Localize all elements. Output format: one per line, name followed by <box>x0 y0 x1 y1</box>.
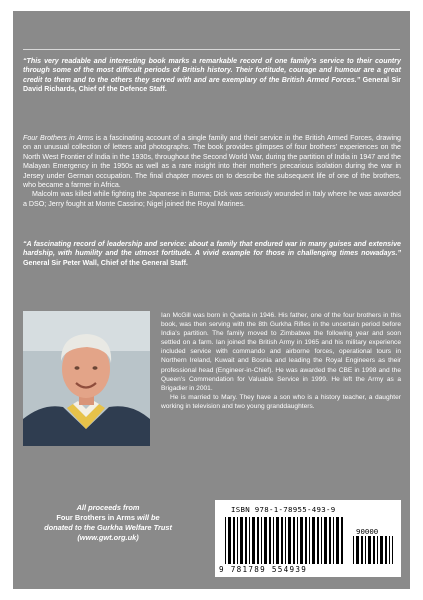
proceeds-line-one: All proceeds from <box>76 503 140 512</box>
barcode-bar <box>377 536 378 564</box>
synopsis-book-title: Four Brothers in Arms <box>23 134 94 142</box>
barcode-bar <box>309 517 310 564</box>
quote-two-attribution: General Sir Peter Wall, Chief of the General Staff. <box>23 258 188 267</box>
barcode-bar <box>237 517 238 564</box>
author-photo <box>23 311 150 446</box>
proceeds-line-four: (www.gwt.org.uk) <box>77 533 139 542</box>
barcode-bar <box>257 517 259 564</box>
barcode-bar <box>297 517 298 564</box>
barcode-bar <box>365 536 366 564</box>
isbn-label: ISBN 978-1-78955-493-9 <box>231 505 336 514</box>
quote-one-text: “This very readable and interesting book marks a remarkable record of one family’s service to their country through some of the most difficult periods of British history. Their fortitude, courage and humour are a great credit to them and to the others they served with and are exemplary of the British Armed Forces.” <box>23 57 401 84</box>
barcode-bar <box>385 536 387 564</box>
back-cover <box>13 11 410 589</box>
barcode-bar <box>240 517 243 564</box>
barcode-bar <box>389 536 390 564</box>
author-portrait-icon <box>23 311 150 446</box>
barcode-bar <box>324 517 327 564</box>
barcode-bar <box>249 517 250 564</box>
barcode-bar <box>273 517 274 564</box>
barcode-bar <box>356 536 359 564</box>
barcode-bar <box>288 517 291 564</box>
price-code: 90000 <box>356 527 379 536</box>
bio-paragraph-two: He is married to Mary. They have a son who is a history teacher, a daughter working in television and two young granddaughters. <box>161 393 401 410</box>
proceeds-line-three: donated to the Gurkha Welfare Trust <box>44 523 172 532</box>
endorsement-quote-one <box>23 57 401 95</box>
barcode-bar <box>281 517 283 564</box>
barcode-bar <box>361 536 363 564</box>
barcode-bar <box>269 517 271 564</box>
synopsis-paragraph-one-text: is a fascinating account of a single family and their service in the British Armed Forces, drawing on an unusual collection of letters and photographs. The book provides glimpses of four brothers’ experiences on the North West Frontier of India in the 1930s, throughout the Second World War, during the partition of India in 1947 and the Malayan Emergency in the 1950s as well as a rare insight into their mother’s precarious isolation during the war in Jersey under German occupation. The final chapter moves on to describe the subsequent life of one of the brothers, who became a farmer in Africa. <box>23 134 401 190</box>
proceeds-line-two <box>23 513 193 523</box>
author-biography <box>161 311 401 411</box>
endorsement-quote-two <box>23 240 401 268</box>
barcode-digits: 9 781789 554939 <box>219 565 308 574</box>
proceeds-line-two-rest: will be <box>134 513 160 522</box>
top-divider <box>23 49 400 50</box>
barcode-bar <box>228 517 231 564</box>
barcode-bar <box>336 517 339 564</box>
barcode-bar <box>380 536 383 564</box>
barcode-bar <box>341 517 343 564</box>
barcode-bar <box>317 517 319 564</box>
quote-one-attribution: General Sir David Richards, Chief of the Defence Staff. <box>23 75 401 94</box>
barcode-bar <box>329 517 331 564</box>
quote-two-text: “A fascinating record of leadership and service: about a family that endured war in many guises and extensive hardship, with humility and the utmost fortitude. A vivid example for those in challenging times nowadays.” <box>23 240 401 258</box>
bio-paragraph-one: Ian McGill was born in Quetta in 1946. His father, one of the four brothers in this book, was then serving with the 8th Gurkha Rifles in the uncertain period before India’s partition. The family moved to Zimbabwe the following year and soon settled on a farm. Ian joined the British Army in 1965 and his military experience included service with commando and airborne forces, operational tours in Northern Ireland, Kuwait and Bosnia and leading the Royal Engineers as their professional head (Engineer-in-Chief). He was awarded the CBE in 1998 and the Queen’s Commendation for Valuable Service in 1999. He left the Army as a Brigadier in 2001. <box>161 312 401 392</box>
synopsis-paragraph-one <box>23 134 401 190</box>
barcode-bar <box>321 517 322 564</box>
proceeds-book-title: Four Brothers in Arms <box>56 513 135 522</box>
barcode-addon-bars-icon <box>353 536 393 564</box>
barcode-bar <box>368 536 371 564</box>
isbn-barcode <box>215 500 401 577</box>
barcode-bar <box>300 517 303 564</box>
barcode-bar <box>373 536 375 564</box>
barcode-bar <box>264 517 267 564</box>
barcode-bar <box>353 536 354 564</box>
synopsis-paragraph-two: Malcolm was killed while fighting the Japanese in Burma; Dick was seriously wounded in Italy where he was awarded a DSO; Jerry fought at Monte Cassino; Nigel joined the Royal Marines. <box>23 190 401 208</box>
barcode-bar <box>261 517 262 564</box>
barcode-main-bars-icon <box>225 517 343 564</box>
barcode-bar <box>252 517 255 564</box>
barcode-bar <box>305 517 307 564</box>
barcode-bar <box>233 517 235 564</box>
barcode-bar <box>276 517 279 564</box>
charity-notice <box>23 503 193 543</box>
barcode-bar <box>333 517 334 564</box>
book-synopsis <box>23 134 401 209</box>
barcode-bar <box>293 517 295 564</box>
barcode-bar <box>392 536 393 564</box>
barcode-bar <box>225 517 226 564</box>
barcode-bar <box>245 517 247 564</box>
barcode-bar <box>312 517 315 564</box>
barcode-bar <box>285 517 286 564</box>
